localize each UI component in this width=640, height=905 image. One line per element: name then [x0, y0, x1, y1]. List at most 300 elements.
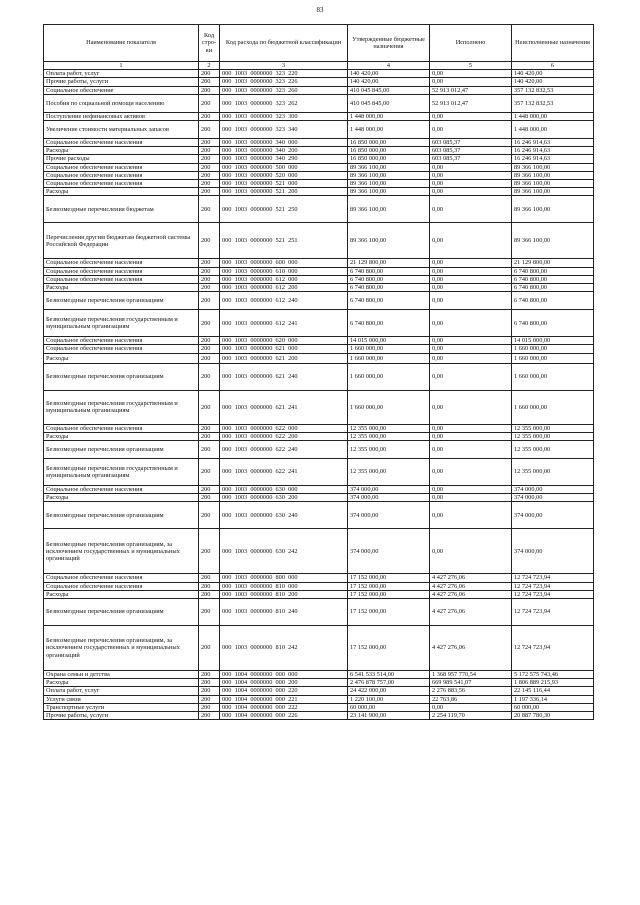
row-line-code: 200	[199, 139, 220, 147]
row-name: Безвозмездные перечисления организациям	[44, 599, 199, 626]
row-unexecuted: 6 740 800,00	[512, 284, 594, 292]
row-line-code: 200	[199, 70, 220, 78]
row-name: Безвозмездные перечисления бюджетам	[44, 196, 199, 223]
row-line-code: 200	[199, 112, 220, 120]
row-line-code: 200	[199, 171, 220, 179]
table-row	[44, 196, 594, 223]
row-executed: 4 427 276,06	[430, 590, 512, 598]
table-row	[44, 70, 594, 78]
row-expense-code: 000 1003 0000000 612 200	[220, 284, 348, 292]
row-expense-code: 000 1003 0000000 521 200	[220, 188, 348, 196]
row-approved: 16 850 000,00	[348, 147, 430, 155]
row-line-code: 200	[199, 163, 220, 171]
row-approved: 374 000,00	[348, 502, 430, 529]
row-approved: 17 152 000,00	[348, 582, 430, 590]
row-approved: 6 541 533 514,00	[348, 671, 430, 679]
row-approved: 1 660 000,00	[348, 353, 430, 363]
table-row	[44, 292, 594, 310]
row-executed: 4 427 276,06	[430, 626, 512, 671]
row-unexecuted: 89 366 100,00	[512, 163, 594, 171]
row-line-code: 200	[199, 441, 220, 459]
table-row	[44, 188, 594, 196]
table-row	[44, 441, 594, 459]
row-unexecuted: 357 132 832,53	[512, 94, 594, 112]
row-approved: 1 660 000,00	[348, 390, 430, 424]
row-unexecuted: 1 660 000,00	[512, 390, 594, 424]
row-expense-code: 000 1003 0000000 323 300	[220, 112, 348, 120]
row-expense-code: 000 1003 0000000 610 000	[220, 267, 348, 275]
row-unexecuted: 12 724 723,94	[512, 574, 594, 582]
row-executed: 0,00	[430, 267, 512, 275]
table-row	[44, 590, 594, 598]
table-row	[44, 494, 594, 502]
row-unexecuted: 21 129 800,00	[512, 259, 594, 267]
row-unexecuted: 12 355 000,00	[512, 459, 594, 486]
column-number: 1	[44, 62, 199, 70]
row-expense-code: 000 1003 0000000 323 340	[220, 121, 348, 139]
row-name: Расходы	[44, 353, 199, 363]
header-approved: Утвержденные бюджетные назначения	[348, 25, 430, 62]
row-approved: 2 476 878 757,00	[348, 679, 430, 687]
row-unexecuted: 374 000,00	[512, 486, 594, 494]
row-name: Увеличение стоимости материальных запасов	[44, 121, 199, 139]
row-executed: 4 427 276,06	[430, 582, 512, 590]
column-number: 3	[220, 62, 348, 70]
row-approved: 89 366 100,00	[348, 196, 430, 223]
row-line-code: 200	[199, 275, 220, 283]
row-name: Социальное обеспечение населения	[44, 424, 199, 432]
row-executed: 0,00	[430, 70, 512, 78]
row-expense-code: 000 1003 0000000 340 000	[220, 139, 348, 147]
table-row	[44, 139, 594, 147]
table-row	[44, 687, 594, 695]
row-name: Безвозмездные перечисления организациям, за исключением государственных и муниципальных организаций	[44, 529, 199, 574]
row-approved: 17 152 000,00	[348, 590, 430, 598]
row-line-code: 200	[199, 679, 220, 687]
row-line-code: 200	[199, 353, 220, 363]
row-line-code: 200	[199, 390, 220, 424]
row-line-code: 200	[199, 703, 220, 711]
row-unexecuted: 6 740 800,00	[512, 275, 594, 283]
row-line-code: 200	[199, 196, 220, 223]
row-unexecuted: 1 197 336,14	[512, 695, 594, 703]
row-unexecuted: 140 420,00	[512, 78, 594, 86]
row-unexecuted: 12 724 723,94	[512, 599, 594, 626]
page-number: 83	[316, 6, 324, 14]
header-expense-code: Код расхода по бюджетной классификации	[220, 25, 348, 62]
row-approved: 16 850 000,00	[348, 139, 430, 147]
row-name: Поступление нефинансовых активов	[44, 112, 199, 120]
row-line-code: 200	[199, 695, 220, 703]
row-expense-code: 000 1003 0000000 500 000	[220, 163, 348, 171]
row-name: Социальное обеспечение населения	[44, 171, 199, 179]
table-row	[44, 695, 594, 703]
row-unexecuted: 5 172 575 743,46	[512, 671, 594, 679]
row-executed: 0,00	[430, 259, 512, 267]
row-executed: 0,00	[430, 390, 512, 424]
row-expense-code: 000 1003 0000000 630 240	[220, 502, 348, 529]
row-expense-code: 000 1003 0000000 612 241	[220, 310, 348, 337]
row-name: Социальное обеспечение населения	[44, 139, 199, 147]
row-executed: 0,00	[430, 703, 512, 711]
row-line-code: 200	[199, 223, 220, 259]
row-approved: 21 129 800,00	[348, 259, 430, 267]
row-name: Расходы	[44, 679, 199, 687]
row-name: Социальное обеспечение населения	[44, 345, 199, 353]
row-unexecuted: 374 000,00	[512, 494, 594, 502]
row-expense-code: 000 1003 0000000 323 262	[220, 94, 348, 112]
row-expense-code: 000 1003 0000000 800 000	[220, 574, 348, 582]
row-line-code: 200	[199, 494, 220, 502]
row-name: Безвозмездные перечисления государственным и муниципальным организациям	[44, 459, 199, 486]
row-executed: 0,00	[430, 284, 512, 292]
row-name: Безвозмездные перечисления организациям	[44, 441, 199, 459]
column-number: 5	[430, 62, 512, 70]
row-executed: 0,00	[430, 112, 512, 120]
row-name: Перечисления другим бюджетам бюджетной системы Российской Федерации	[44, 223, 199, 259]
row-expense-code: 000 1003 0000000 621 200	[220, 353, 348, 363]
column-number-row	[44, 62, 594, 70]
row-expense-code: 000 1004 0000000 000 220	[220, 687, 348, 695]
row-expense-code: 000 1003 0000000 810 242	[220, 626, 348, 671]
row-executed: 0,00	[430, 494, 512, 502]
header-row	[44, 25, 594, 62]
row-approved: 89 366 100,00	[348, 223, 430, 259]
row-executed: 22 763,86	[430, 695, 512, 703]
row-line-code: 200	[199, 424, 220, 432]
row-unexecuted: 20 887 780,30	[512, 712, 594, 720]
row-name: Безвозмездные перечисления организациям	[44, 292, 199, 310]
row-unexecuted: 89 366 100,00	[512, 196, 594, 223]
row-unexecuted: 89 366 100,00	[512, 223, 594, 259]
row-executed: 52 913 012,47	[430, 86, 512, 94]
row-expense-code: 000 1003 0000000 521 250	[220, 196, 348, 223]
row-line-code: 200	[199, 259, 220, 267]
row-line-code: 200	[199, 599, 220, 626]
row-line-code: 200	[199, 712, 220, 720]
row-line-code: 200	[199, 459, 220, 486]
row-executed: 0,00	[430, 292, 512, 310]
row-name: Услуги связи	[44, 695, 199, 703]
row-expense-code: 000 1003 0000000 323 220	[220, 70, 348, 78]
row-approved: 1 220 100,00	[348, 695, 430, 703]
row-line-code: 200	[199, 486, 220, 494]
table-row	[44, 424, 594, 432]
row-expense-code: 000 1003 0000000 340 290	[220, 155, 348, 163]
row-approved: 410 045 845,00	[348, 86, 430, 94]
table-row	[44, 94, 594, 112]
row-name: Охрана семьи и детства	[44, 671, 199, 679]
row-approved: 140 420,00	[348, 78, 430, 86]
row-name: Прочие расходы	[44, 155, 199, 163]
row-name: Социальное обеспечение населения	[44, 259, 199, 267]
row-expense-code: 000 1003 0000000 630 200	[220, 494, 348, 502]
row-approved: 6 740 800,00	[348, 284, 430, 292]
row-approved: 6 740 800,00	[348, 310, 430, 337]
row-executed: 0,00	[430, 78, 512, 86]
table-row	[44, 679, 594, 687]
column-number: 2	[199, 62, 220, 70]
table-row	[44, 163, 594, 171]
row-unexecuted: 12 724 723,94	[512, 582, 594, 590]
table-row	[44, 529, 594, 574]
row-executed: 0,00	[430, 163, 512, 171]
row-expense-code: 000 1004 0000000 000 221	[220, 695, 348, 703]
row-executed: 0,00	[430, 441, 512, 459]
row-name: Расходы	[44, 590, 199, 598]
row-approved: 24 422 000,00	[348, 687, 430, 695]
row-executed: 0,00	[430, 363, 512, 390]
row-unexecuted: 374 000,00	[512, 502, 594, 529]
row-approved: 17 152 000,00	[348, 626, 430, 671]
row-line-code: 200	[199, 590, 220, 598]
row-unexecuted: 12 724 723,94	[512, 590, 594, 598]
row-expense-code: 000 1003 0000000 622 200	[220, 432, 348, 440]
row-unexecuted: 6 740 800,00	[512, 267, 594, 275]
row-name: Расходы	[44, 494, 199, 502]
row-name: Социальное обеспечение населения	[44, 180, 199, 188]
row-name: Социальное обеспечение	[44, 86, 199, 94]
row-approved: 1 448 000,00	[348, 121, 430, 139]
row-unexecuted: 1 660 000,00	[512, 363, 594, 390]
row-unexecuted: 140 420,00	[512, 70, 594, 78]
row-executed: 2 254 119,70	[430, 712, 512, 720]
row-approved: 410 045 845,00	[348, 94, 430, 112]
row-expense-code: 000 1003 0000000 620 000	[220, 337, 348, 345]
row-expense-code: 000 1003 0000000 622 000	[220, 424, 348, 432]
row-approved: 6 740 800,00	[348, 275, 430, 283]
row-line-code: 200	[199, 155, 220, 163]
table-row	[44, 703, 594, 711]
row-approved: 14 015 000,00	[348, 337, 430, 345]
row-approved: 89 366 100,00	[348, 188, 430, 196]
row-line-code: 200	[199, 94, 220, 112]
row-name: Безвозмездные перечисления организациям	[44, 502, 199, 529]
row-executed: 0,00	[430, 188, 512, 196]
row-line-code: 200	[199, 147, 220, 155]
row-line-code: 200	[199, 626, 220, 671]
table-row	[44, 310, 594, 337]
row-name: Безвозмездные перечисления государственным и муниципальным организациям	[44, 390, 199, 424]
row-line-code: 200	[199, 284, 220, 292]
row-unexecuted: 1 448 000,00	[512, 112, 594, 120]
row-expense-code: 000 1003 0000000 612 240	[220, 292, 348, 310]
row-expense-code: 000 1004 0000000 000 226	[220, 712, 348, 720]
table-row	[44, 582, 594, 590]
row-expense-code: 000 1003 0000000 810 200	[220, 590, 348, 598]
row-approved: 6 740 800,00	[348, 292, 430, 310]
table-row	[44, 78, 594, 86]
row-executed: 0,00	[430, 180, 512, 188]
row-approved: 89 366 100,00	[348, 163, 430, 171]
table-row	[44, 337, 594, 345]
row-executed: 0,00	[430, 432, 512, 440]
row-approved: 17 152 000,00	[348, 599, 430, 626]
row-line-code: 200	[199, 574, 220, 582]
row-expense-code: 000 1004 0000000 000 000	[220, 671, 348, 679]
row-line-code: 200	[199, 86, 220, 94]
row-line-code: 200	[199, 121, 220, 139]
row-expense-code: 000 1003 0000000 810 240	[220, 599, 348, 626]
row-name: Оплата работ, услуг	[44, 70, 199, 78]
table-row	[44, 275, 594, 283]
row-approved: 12 355 000,00	[348, 424, 430, 432]
row-approved: 1 448 000,00	[348, 112, 430, 120]
row-name: Социальное обеспечение населения	[44, 486, 199, 494]
row-unexecuted: 1 806 889 215,93	[512, 679, 594, 687]
row-approved: 1 660 000,00	[348, 345, 430, 353]
row-executed: 669 989 541,07	[430, 679, 512, 687]
row-expense-code: 000 1003 0000000 621 240	[220, 363, 348, 390]
row-approved: 374 000,00	[348, 494, 430, 502]
row-approved: 89 366 100,00	[348, 180, 430, 188]
table-row	[44, 363, 594, 390]
row-unexecuted: 1 448 000,00	[512, 121, 594, 139]
row-unexecuted: 14 015 000,00	[512, 337, 594, 345]
row-expense-code: 000 1003 0000000 323 226	[220, 78, 348, 86]
row-line-code: 200	[199, 310, 220, 337]
row-name: Транспортные услуги	[44, 703, 199, 711]
table-row	[44, 345, 594, 353]
row-approved: 60 000,00	[348, 703, 430, 711]
row-name: Пособия по социальной помощи населению	[44, 94, 199, 112]
row-name: Безвозмездные перечисления организациям, за исключением государственных и муниципальных организаций	[44, 626, 199, 671]
row-unexecuted: 89 366 100,00	[512, 180, 594, 188]
header-executed: Исполнено	[430, 25, 512, 62]
table-row	[44, 432, 594, 440]
row-approved: 16 850 000,00	[348, 155, 430, 163]
row-executed: 1 368 957 770,54	[430, 671, 512, 679]
row-approved: 89 366 100,00	[348, 171, 430, 179]
row-expense-code: 000 1003 0000000 630 000	[220, 486, 348, 494]
row-name: Безвозмездные перечисления государственным и муниципальным организациям	[44, 310, 199, 337]
row-line-code: 200	[199, 529, 220, 574]
row-unexecuted: 89 366 100,00	[512, 171, 594, 179]
row-expense-code: 000 1003 0000000 520 000	[220, 171, 348, 179]
table-row	[44, 574, 594, 582]
row-expense-code: 000 1003 0000000 612 000	[220, 275, 348, 283]
row-line-code: 200	[199, 671, 220, 679]
table-row	[44, 86, 594, 94]
row-expense-code: 000 1003 0000000 323 260	[220, 86, 348, 94]
row-line-code: 200	[199, 337, 220, 345]
row-executed: 0,00	[430, 171, 512, 179]
row-unexecuted: 1 660 000,00	[512, 345, 594, 353]
row-unexecuted: 22 145 116,44	[512, 687, 594, 695]
row-approved: 23 141 900,00	[348, 712, 430, 720]
row-unexecuted: 16 246 914,63	[512, 147, 594, 155]
row-executed: 603 085,37	[430, 147, 512, 155]
row-executed: 4 427 276,06	[430, 599, 512, 626]
header-name: Наименование показателя	[44, 25, 199, 62]
table-row	[44, 502, 594, 529]
table-row	[44, 626, 594, 671]
row-executed: 2 276 883,56	[430, 687, 512, 695]
row-executed: 0,00	[430, 424, 512, 432]
row-approved: 17 152 000,00	[348, 574, 430, 582]
row-approved: 12 355 000,00	[348, 441, 430, 459]
row-executed: 0,00	[430, 223, 512, 259]
row-expense-code: 000 1003 0000000 600 000	[220, 259, 348, 267]
row-executed: 4 427 276,06	[430, 574, 512, 582]
table-row	[44, 259, 594, 267]
table-row	[44, 599, 594, 626]
row-name: Социальное обеспечение населения	[44, 267, 199, 275]
table-row	[44, 155, 594, 163]
row-executed: 0,00	[430, 121, 512, 139]
table-row	[44, 671, 594, 679]
row-name: Социальное обеспечение населения	[44, 163, 199, 171]
row-unexecuted: 12 724 723,94	[512, 626, 594, 671]
table-row	[44, 390, 594, 424]
row-line-code: 200	[199, 363, 220, 390]
row-executed: 603 085,37	[430, 139, 512, 147]
table-row	[44, 284, 594, 292]
header-unexecuted: Неисполненные назначения	[512, 25, 594, 62]
row-expense-code: 000 1003 0000000 621 241	[220, 390, 348, 424]
row-unexecuted: 60 000,00	[512, 703, 594, 711]
table-row	[44, 147, 594, 155]
row-approved: 374 000,00	[348, 486, 430, 494]
row-executed: 0,00	[430, 345, 512, 353]
row-expense-code: 000 1003 0000000 340 200	[220, 147, 348, 155]
table-row	[44, 353, 594, 363]
table-row	[44, 180, 594, 188]
row-name: Социальное обеспечение населения	[44, 582, 199, 590]
row-expense-code: 000 1003 0000000 621 000	[220, 345, 348, 353]
row-approved: 1 660 000,00	[348, 363, 430, 390]
row-executed: 0,00	[430, 310, 512, 337]
row-executed: 0,00	[430, 275, 512, 283]
row-name: Прочие работы, услуги	[44, 78, 199, 86]
row-executed: 52 913 012,47	[430, 94, 512, 112]
row-unexecuted: 12 355 000,00	[512, 441, 594, 459]
row-expense-code: 000 1003 0000000 521 251	[220, 223, 348, 259]
row-executed: 0,00	[430, 486, 512, 494]
row-unexecuted: 16 246 914,63	[512, 139, 594, 147]
row-line-code: 200	[199, 180, 220, 188]
row-executed: 0,00	[430, 529, 512, 574]
table-row	[44, 112, 594, 120]
row-executed: 0,00	[430, 502, 512, 529]
row-unexecuted: 89 366 100,00	[512, 188, 594, 196]
row-name: Оплата работ, услуг	[44, 687, 199, 695]
row-line-code: 200	[199, 78, 220, 86]
row-line-code: 200	[199, 432, 220, 440]
table-row	[44, 171, 594, 179]
column-number: 4	[348, 62, 430, 70]
row-expense-code: 000 1004 0000000 000 222	[220, 703, 348, 711]
budget-execution-table	[43, 24, 594, 720]
row-line-code: 200	[199, 292, 220, 310]
row-approved: 6 740 800,00	[348, 267, 430, 275]
column-number: 6	[512, 62, 594, 70]
row-executed: 0,00	[430, 196, 512, 223]
row-expense-code: 000 1003 0000000 810 000	[220, 582, 348, 590]
table-row	[44, 712, 594, 720]
row-unexecuted: 12 355 000,00	[512, 424, 594, 432]
row-approved: 12 355 000,00	[348, 459, 430, 486]
table-row	[44, 459, 594, 486]
row-executed: 603 085,37	[430, 155, 512, 163]
row-name: Расходы	[44, 432, 199, 440]
row-unexecuted: 374 000,00	[512, 529, 594, 574]
row-name: Прочие работы, услуги	[44, 712, 199, 720]
row-expense-code: 000 1003 0000000 622 240	[220, 441, 348, 459]
row-line-code: 200	[199, 188, 220, 196]
row-line-code: 200	[199, 582, 220, 590]
row-executed: 0,00	[430, 459, 512, 486]
